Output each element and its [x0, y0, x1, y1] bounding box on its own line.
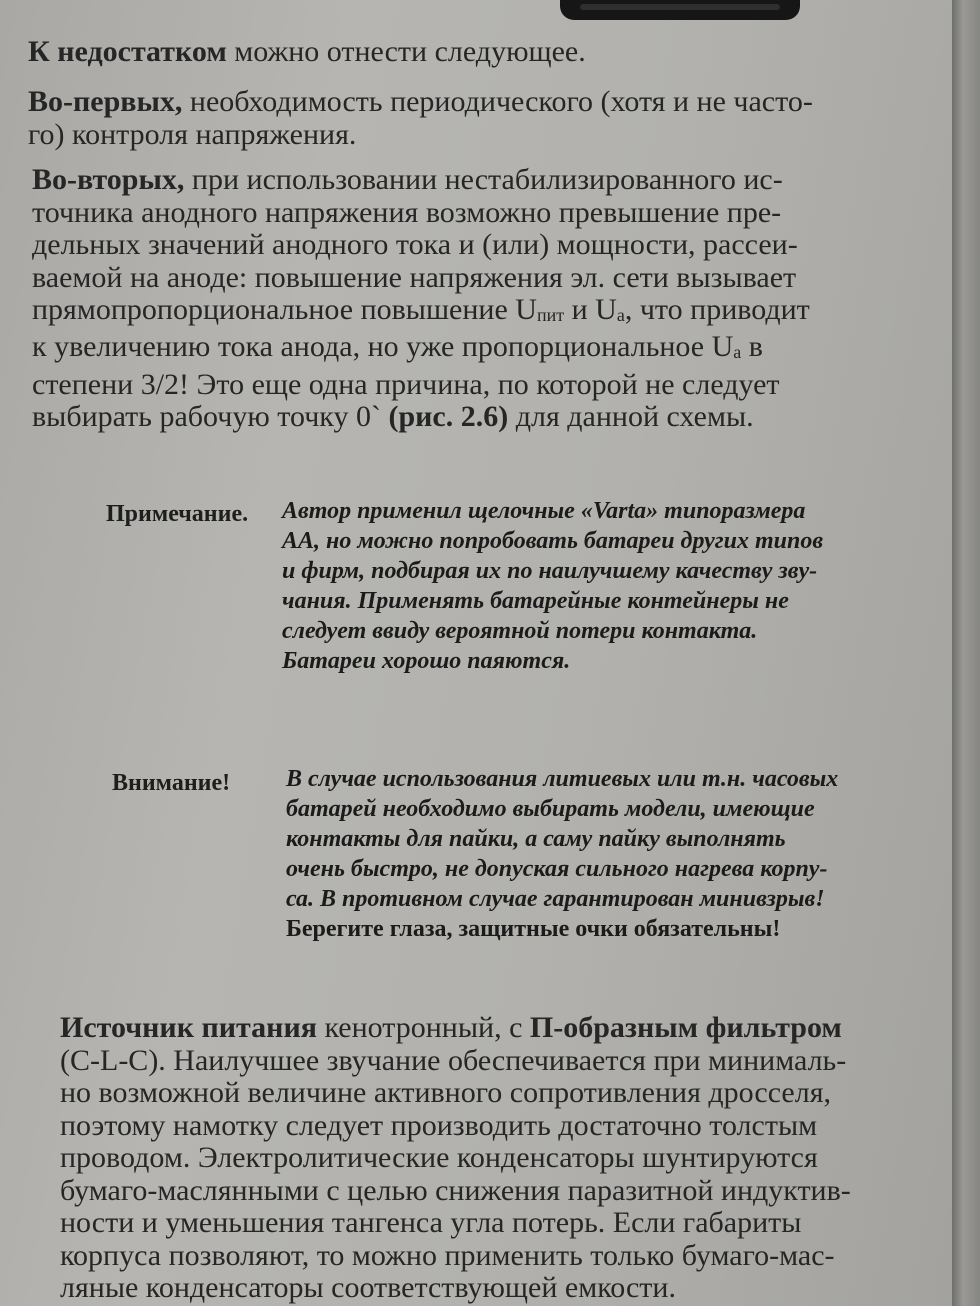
figure-reference: (рис. 2.6) [388, 400, 509, 434]
warning-text: В случае использования литиевых или т.н. часовых батарей необходимо выбирать модели, имеющие контакты для пайки, а саму пайку выполнять очень быстро, не допуская сильного нагрева корпу- са. В противном случае гарантирован минивзрыв! Берегите глаза, защитные очки обязательны! [286, 766, 839, 942]
next-page-edge [952, 0, 980, 1306]
warning-emphasis: Берегите глаза, защитные очки обязательны! [286, 916, 781, 942]
paragraph-second: Во-вторых, при использовании нестабилизированного ис- точника анодного напряжения возможно превышение пре- дельных значений анодного тока и (или) мощности, рассеи- ваемой на аноде: повышение напряжения эл. сети вызывает прямопропорциональное повышение $U_{пит}$ и $U_а$, что приводит к увеличению тока анода, но уже пропорциональное $U_а$ в степени 3/2! Это еще одна причина, по которой не следует выбирать рабочую точку 0` (рис. 2.6) для данной схемы. [32, 163, 810, 434]
paragraph-drawbacks: К недостатком можно отнести следующее. [28, 35, 586, 68]
binder-clip [560, 0, 800, 20]
bold-term: К недостатком [28, 35, 227, 68]
note-label: Примечание. [106, 501, 249, 527]
paragraph-power-supply: Источник питания кенотронный, с П-образным фильтром (C-L-C). Наилучшее звучание обеспечивается при минималь- но возможной величине активного сопротивления дросселя, поэтому намотку следует производить достаточно толстым проводом. Электролитические конденсаторы шунтируются бумаго-маслянными с целью снижения паразитной индуктив- ности и уменьшения тангенса угла потерь. Если габариты корпуса позволяют, то можно применить только бумаго-мас- ляные конденсаторы соответствующей емкости. [60, 1011, 851, 1304]
warning-label: Внимание! [112, 770, 231, 796]
note-text: Автор применил щелочные «Varta» типоразмера АА, но можно попробовать батареи других типов и фирм, подбирая их по наилучшему качеству зву- чания. Применять батарейные контейнеры не следует ввиду вероятной потери контакта. Батареи хорошо паяются. [282, 498, 824, 674]
paragraph-first: Во-первых, необходимость периодического (хотя и не часто- го) контроля напряжения. [28, 85, 813, 151]
